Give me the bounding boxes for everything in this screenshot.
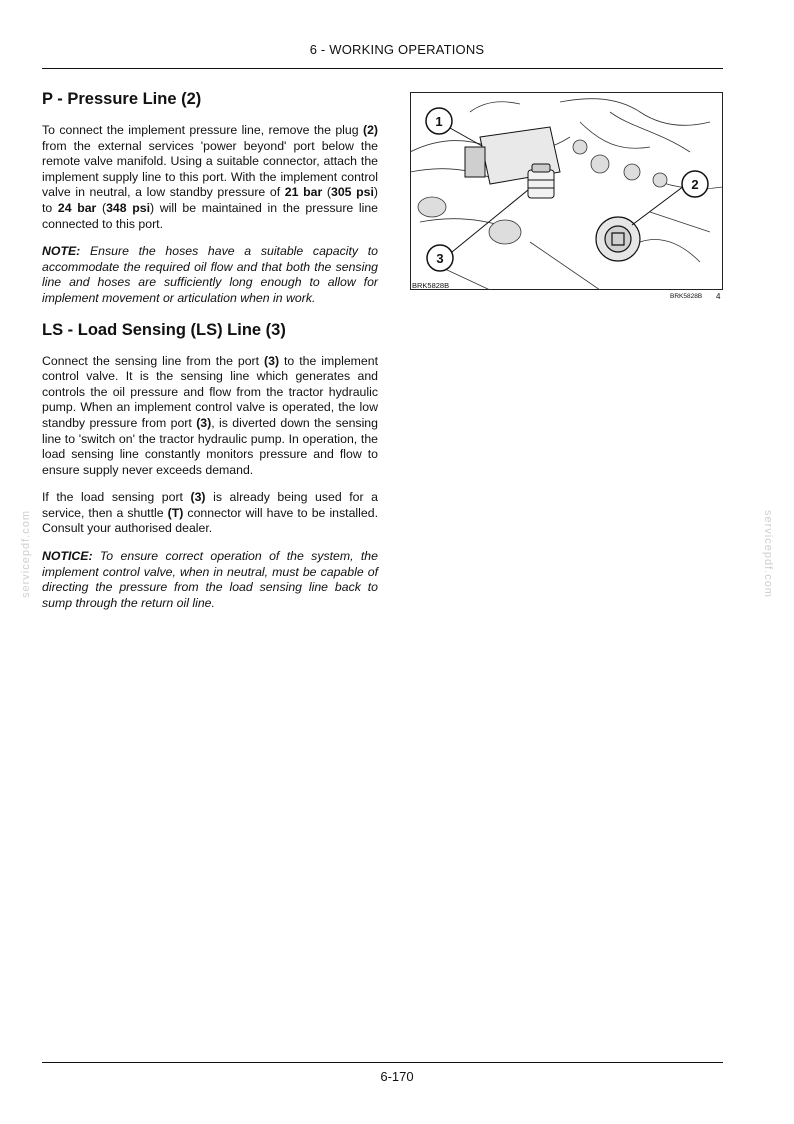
hydraulic-port-photo (410, 92, 723, 290)
figure-number: 4 (716, 292, 721, 301)
heading-load-sensing: LS - Load Sensing (LS) Line (3) (42, 320, 286, 339)
notice-neutral: NOTICE: To ensure correct operation of the system, the implement control valve, when in neutral, must be capable of directing the pressure from the load sensing line back to sump through the return oil line. (42, 549, 378, 610)
note-hoses: NOTE: Ensure the hoses have a suitable capacity to accommodate the required oil flow and that both the sensing line and hoses are sufficiently long enough to allow for implement movement or articulation when in work. (42, 244, 378, 305)
notice-label: NOTICE: (42, 549, 93, 564)
note-label: NOTE: (42, 244, 81, 259)
paragraph-shuttle: If the load sensing port (3) is already being used for a service, then a shuttle (T) connector will have to be installed. Consult your authorised dealer. (42, 490, 378, 536)
figure-caption: BRK5828B (670, 293, 703, 300)
figure-image-code: BRK5828B (412, 281, 450, 290)
text-column (42, 90, 378, 623)
watermark-right: servicepdf.com (762, 510, 774, 598)
header-rule (42, 68, 723, 69)
footer-rule (42, 1062, 723, 1063)
callout-2: 2 (691, 177, 699, 192)
paragraph-load-sensing: Connect the sensing line from the port (3) to the implement control valve. It is the sensing line which generates and controls the oil pressure and flow from the tractor hydraulic pump. When an implement control valve is operated, the low standby pressure from port (3), is diverted down the sensing line to 'switch on' the tractor hydraulic pump. In operation, the load sensing line constantly monitors pressure and flow to ensure supply never exceeds demand. (42, 353, 378, 477)
callout-1: 1 (435, 114, 443, 129)
callout-3: 3 (436, 251, 444, 266)
paragraph-pressure-line: To connect the implement pressure line, remove the plug (2) from the external services 'power beyond' port below the remote valve manifold. Using a suitable connector, attach the implement supply line to this port. With the implement control valve in neutral, a low standby pressure of 21 bar (305 psi) to 24 bar (348 psi) will be maintained in the pressure line connected to this port. (42, 123, 379, 231)
page-number: 6-170 (380, 1069, 414, 1084)
heading-pressure-line: P - Pressure Line (2) (42, 90, 202, 108)
page-header: 6 - WORKING OPERATIONS (309, 42, 485, 57)
watermark-left: servicepdf.com (20, 510, 32, 598)
